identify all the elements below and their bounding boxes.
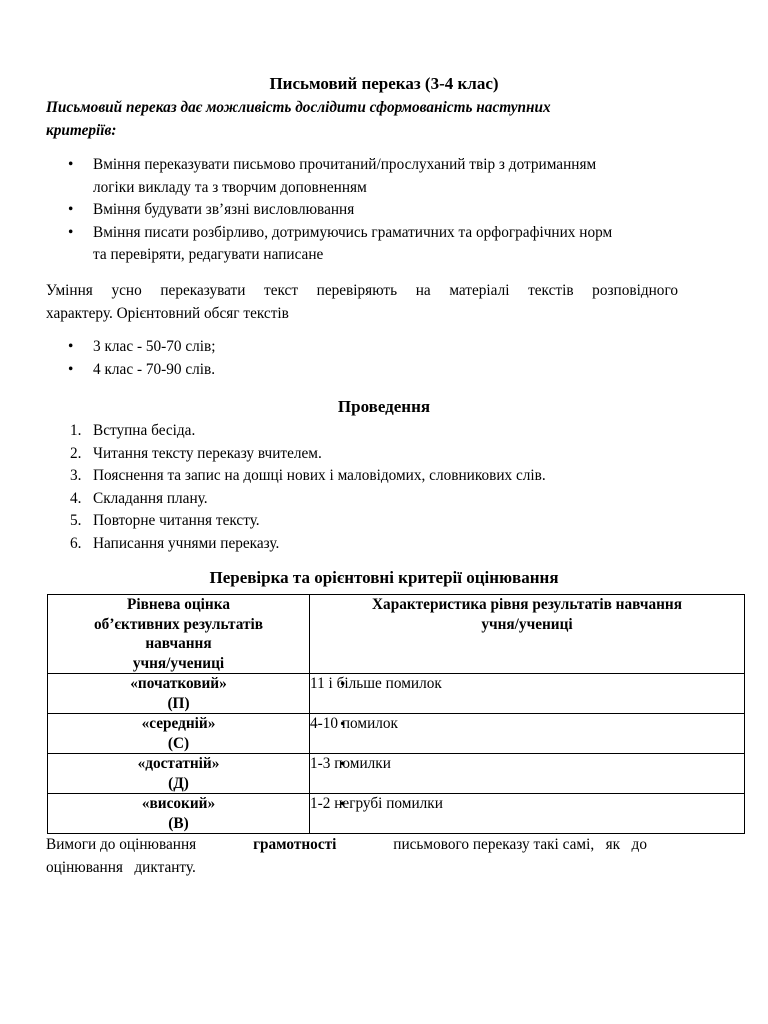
- table-header-row: [48, 595, 745, 674]
- step-text: Пояснення та запис на дошці нових і маловідомих, словникових слів.: [93, 467, 546, 484]
- level-cell: «початковий» (П): [48, 674, 310, 714]
- step-number: 3.: [70, 467, 82, 484]
- step-number: 4.: [70, 489, 82, 507]
- step-item: [46, 465, 686, 488]
- step-number: 6.: [70, 534, 82, 552]
- step-number: 5.: [70, 512, 82, 529]
- volume-item: • 3 клас - 50-70 слів;: [46, 336, 446, 359]
- volume-list: [46, 336, 446, 381]
- footer-before: Вимоги до оцінювання: [46, 836, 197, 853]
- header-characteristic-cell: Характеристика рівня результатів навчання учня/учениці: [310, 595, 745, 674]
- characteristic-cell: • 1-2 негрубі помилки: [310, 794, 745, 834]
- step-number: 1.: [70, 422, 82, 439]
- footer-text: [46, 834, 706, 879]
- intro-text: [46, 97, 706, 142]
- criteria-list: [46, 154, 736, 267]
- intro-line: Письмовий переказ дає можливість дослідити сформованість наступних: [46, 99, 551, 116]
- step-item: [46, 443, 686, 466]
- characteristic-cell: • 11 і більше помилок: [310, 674, 745, 714]
- step-text: Написання учнями переказу.: [93, 534, 280, 552]
- step-item: [46, 420, 686, 443]
- footer-line: оцінювання диктанту.: [46, 858, 196, 876]
- intro-line: критеріїв:: [46, 121, 117, 139]
- level-cell: «високий» (В): [48, 794, 310, 834]
- table-row: [48, 714, 745, 754]
- step-item: [46, 533, 686, 556]
- criteria-item: • Вміння будувати зв’язні висловлювання: [46, 199, 736, 222]
- header-level-cell: Рівнева оцінка об’єктивних результатів навчання учня/учениці: [48, 595, 310, 674]
- characteristic-cell: • 4-10 помилок: [310, 714, 745, 754]
- characteristic-cell: • 1-3 помилки: [310, 754, 745, 794]
- table-row: [48, 674, 745, 714]
- footer-bold: грамотності: [253, 836, 337, 853]
- level-cell: «середній» (С): [48, 714, 310, 754]
- evaluation-table: [47, 594, 745, 834]
- step-text: Читання тексту переказу вчителем.: [93, 444, 322, 462]
- paragraph-line: [46, 280, 678, 303]
- step-text: Повторне читання тексту.: [93, 512, 260, 529]
- procedure-heading: Проведення: [337, 397, 431, 416]
- criteria-item: • Вміння писати розбірливо, дотримуючись граматичних та орфографічних норм та перевіряти, редагувати написане: [46, 222, 736, 267]
- paragraph-line: характеру. Орієнтовний обсяг текстів: [46, 304, 289, 322]
- volume-item: • 4 клас - 70-90 слів.: [46, 359, 446, 382]
- procedure-steps: [46, 420, 686, 555]
- step-item: [46, 488, 686, 511]
- footer-after: письмового переказу такі самі, як до: [393, 836, 647, 853]
- paragraph-words: Уміння усно переказувати текст перевіряють на матеріалі текстів розповідного: [46, 282, 678, 299]
- step-number: 2.: [70, 444, 82, 462]
- paragraph-text-volume: [46, 280, 678, 325]
- step-item: [46, 510, 686, 533]
- step-text: Складання плану.: [93, 489, 208, 507]
- criteria-item: • Вміння переказувати письмово прочитаний/прослуханий твір з дотриманням логіки викладу та з творчим доповненням: [46, 154, 736, 199]
- table-row: [48, 794, 745, 834]
- level-cell: «достатній» (Д): [48, 754, 310, 794]
- table-row: [48, 754, 745, 794]
- page-title: Письмовий переказ (3-4 клас): [269, 74, 499, 93]
- step-text: Вступна бесіда.: [93, 422, 196, 439]
- evaluation-heading: Перевірка та орієнтовні критерії оцінювання: [209, 568, 559, 587]
- footer-line: [46, 834, 647, 857]
